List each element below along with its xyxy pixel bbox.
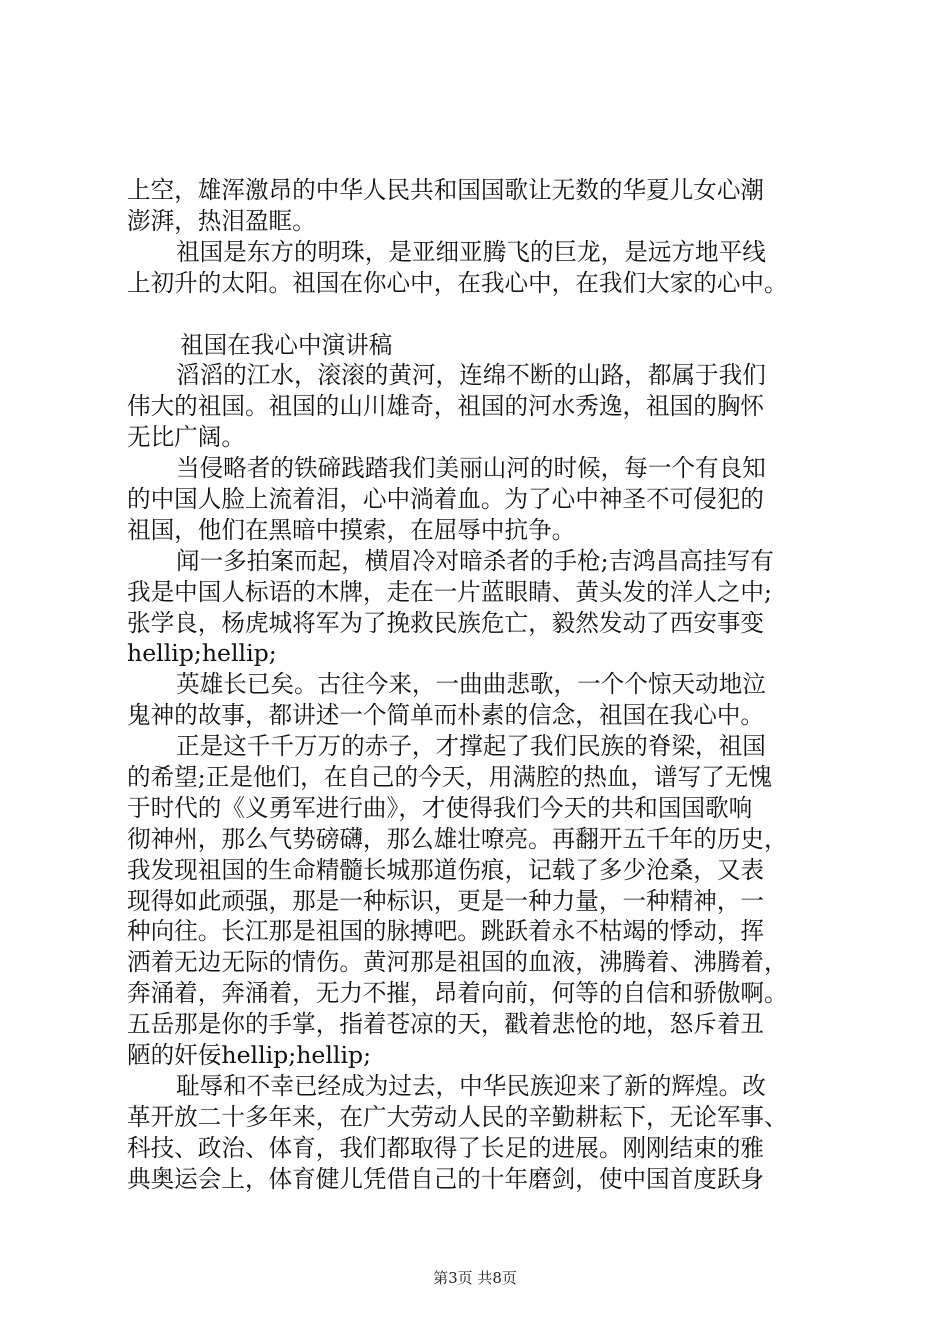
text-line: 典奥运会上，体育健儿凭借自己的十年磨剑，使中国首度跃身 xyxy=(127,1164,765,1193)
text-line: 祖国，他们在黑暗中摸索，在屈辱中抗争。 xyxy=(127,515,576,544)
text-line: 现得如此顽强，那是一种标识，更是一种力量，一种精神，一 xyxy=(127,886,765,915)
text-line: 的希望;正是他们，在自己的今天，用满腔的热血，谱写了无愧 xyxy=(127,763,772,792)
paragraph xyxy=(127,546,827,670)
text-line: 闻一多拍案而起，横眉冷对暗杀者的手枪;吉鸿昌高挂写有 xyxy=(176,546,774,575)
paragraph xyxy=(127,175,827,237)
paragraph xyxy=(127,453,827,546)
text-line: 的中国人脸上流着泪，心中淌着血。为了心中神圣不可侵犯的 xyxy=(127,485,765,514)
text-line: 上空，雄浑激昂的中华人民共和国国歌让无数的华夏儿女心潮 xyxy=(127,176,765,204)
text-line: 张学良，杨虎城将军为了挽救民族危亡，毅然发动了西安事变 xyxy=(127,608,765,637)
text-line: 于时代的《义勇军进行曲》，才使得我们今天的共和国国歌响 xyxy=(127,793,753,822)
text-line: 伟大的祖国。祖国的山川雄奇，祖国的河水秀逸，祖国的胸怀 xyxy=(127,392,765,421)
text-line: 革开放二十多年来，在广大劳动人民的辛勤耕耘下，无论军事、 xyxy=(127,1102,788,1131)
speech-title: 祖国在我心中演讲稿 xyxy=(180,330,393,359)
text-line: 奔涌着，奔涌着，无力不摧，昂着向前，何等的自信和骄傲啊。 xyxy=(127,979,788,1008)
text-line: 当侵略者的铁碲践踏我们美丽山河的时候，每一个有良知 xyxy=(176,454,766,483)
text-line: 我是中国人标语的木牌，走在一片蓝眼睛、黄头发的洋人之中; xyxy=(127,577,772,606)
text-line: 澎湃，热泪盈眶。 xyxy=(127,206,316,235)
paragraph xyxy=(127,669,827,731)
text-line: 英雄长已矣。古往今来，一曲曲悲歌，一个个惊天动地泣 xyxy=(176,670,766,699)
text-line: 科技、政治、体育，我们都取得了长足的进展。刚刚结束的雅 xyxy=(127,1133,765,1162)
text-line: 我发现祖国的生命精髓长城那道伤痕，记载了多少沧桑，又表 xyxy=(127,855,765,884)
blank-line xyxy=(127,299,827,330)
text-line: hellip;hellip; xyxy=(127,639,277,668)
paragraph xyxy=(127,360,827,453)
text-line: 耻辱和不幸已经成为过去，中华民族迎来了新的辉煌。改 xyxy=(176,1071,766,1100)
text-line: 正是这千千万万的赤子，才撑起了我们民族的脊梁，祖国 xyxy=(176,732,766,761)
text-line: 种向往。长江那是祖国的脉搏吧。跳跃着永不枯竭的悸动，挥 xyxy=(127,917,765,946)
page-footer: 第3页 共8页 xyxy=(433,1269,517,1287)
paragraph xyxy=(127,1071,827,1195)
text-line: 五岳那是你的手掌，指着苍凉的天，戳着悲怆的地，怒斥着丑 xyxy=(127,1010,765,1039)
text-line: 无比广阔。 xyxy=(127,423,245,452)
paragraph xyxy=(127,237,827,299)
text-line: 滔滔的江水，滚滚的黄河，连绵不断的山路，都属于我们 xyxy=(176,361,766,390)
text-line: 上初升的太阳。祖国在你心中，在我心中，在我们大家的心中。 xyxy=(127,268,788,297)
text-line: 陋的奸佞hellip;hellip; xyxy=(127,1041,372,1070)
text-line: 祖国是东方的明珠，是亚细亚腾飞的巨龙，是远方地平线 xyxy=(176,237,766,266)
paragraph xyxy=(127,731,827,1071)
text-line: 鬼神的故事，都讲述一个简单而朴素的信念，祖国在我心中。 xyxy=(127,701,765,730)
text-line: 洒着无边无际的情伤。黄河那是祖国的血液，沸腾着、沸腾着， xyxy=(127,948,788,977)
text-line: 彻神州，那么气势磅礴，那么雄壮嘹亮。再翻开五千年的历史， xyxy=(127,824,788,853)
document-body xyxy=(127,175,827,1195)
